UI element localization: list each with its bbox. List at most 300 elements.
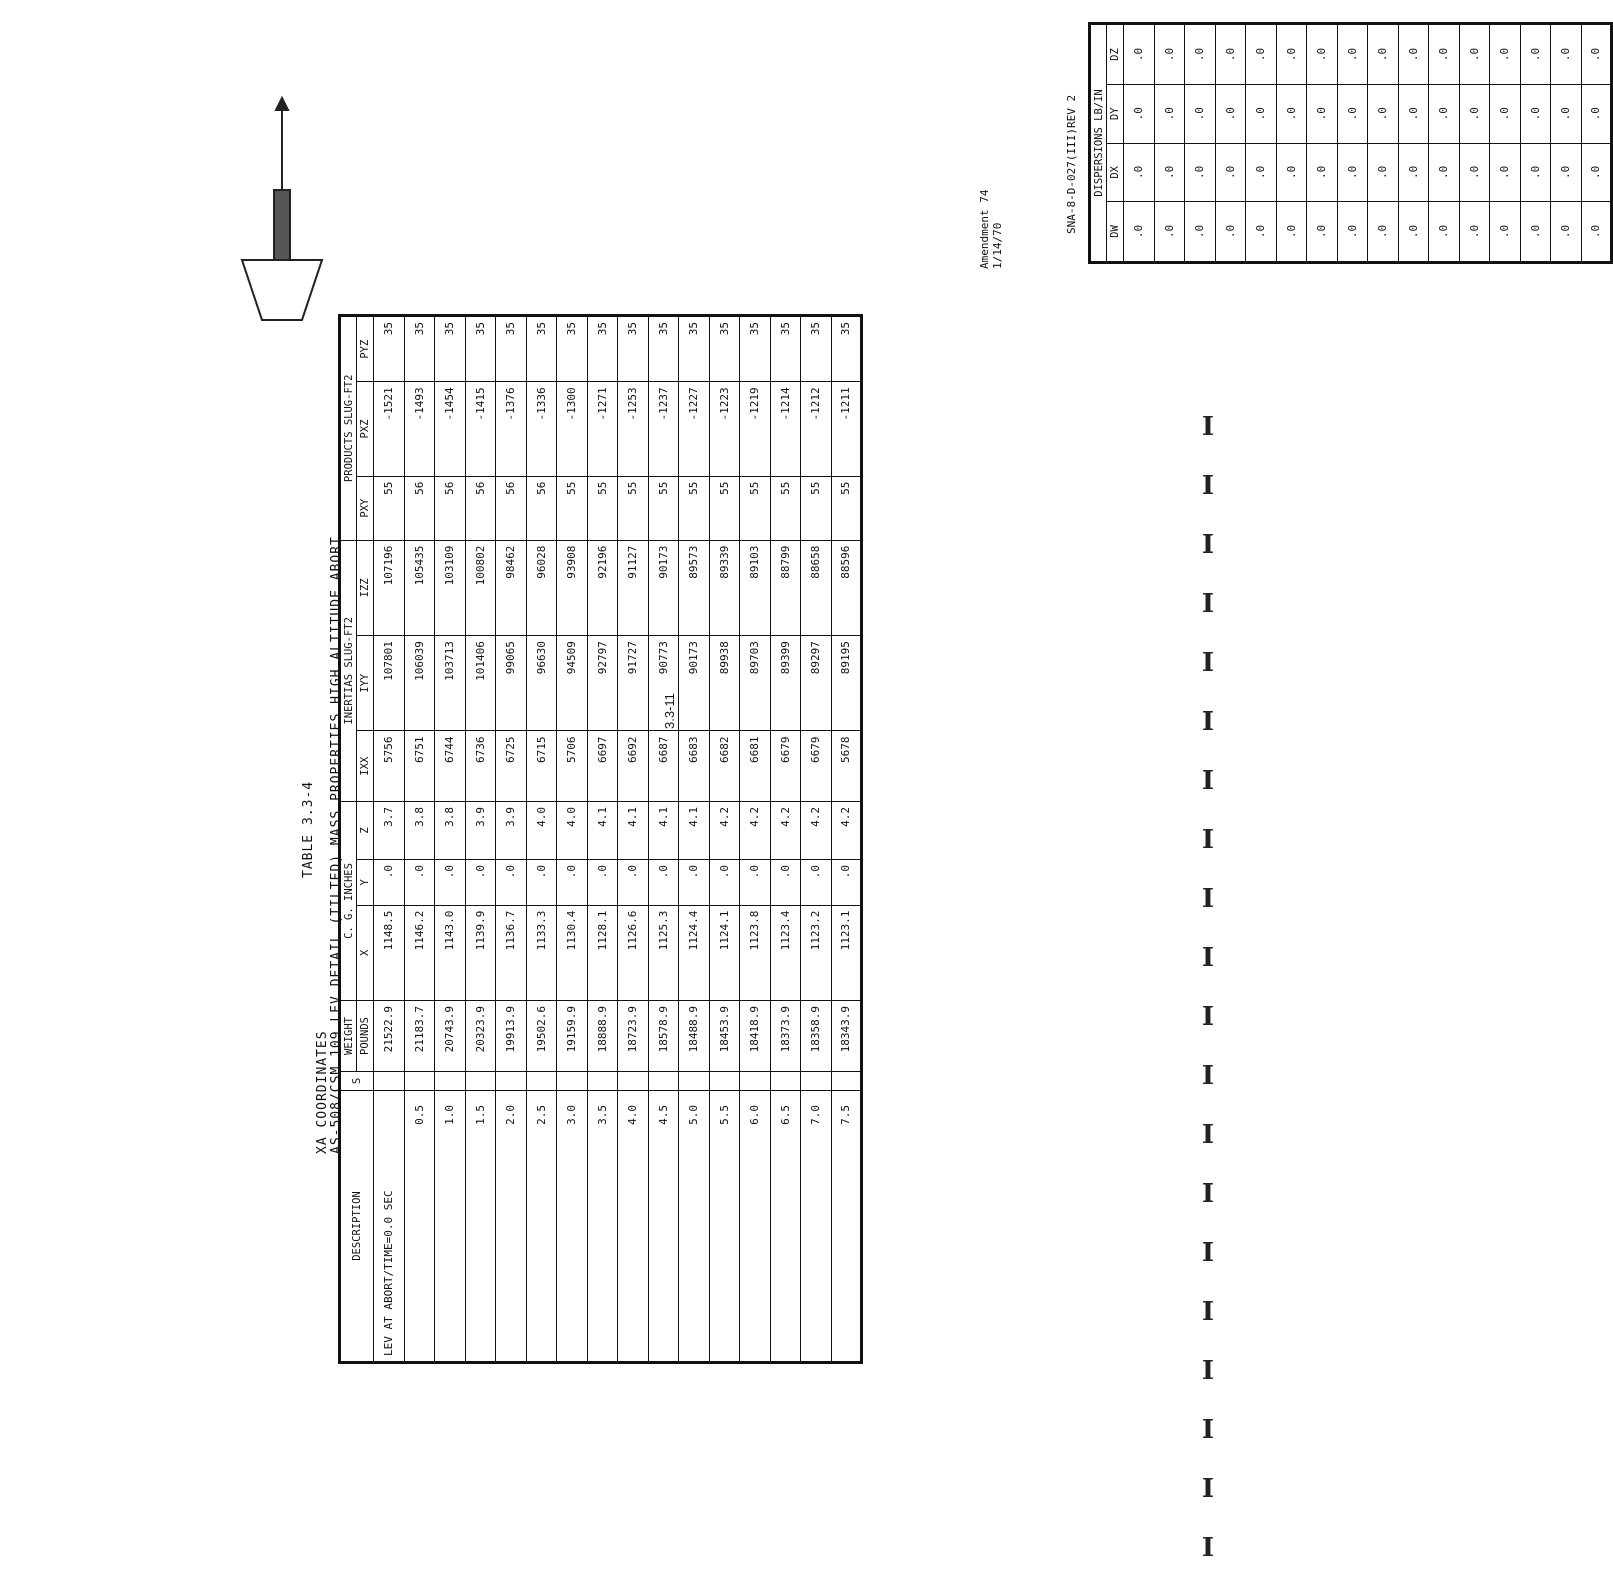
cell-y: .0 bbox=[557, 860, 588, 906]
cell-x: 1123.8 bbox=[740, 905, 771, 1000]
cell-izz: 88799 bbox=[770, 540, 801, 635]
row-description: 2.0 bbox=[496, 1091, 527, 1363]
mass-properties-table bbox=[338, 314, 863, 1364]
dispersion-cell: .0 bbox=[1581, 85, 1612, 144]
cell-y: .0 bbox=[740, 860, 771, 906]
dispersion-cell: .0 bbox=[1459, 85, 1490, 144]
row-s bbox=[679, 1072, 710, 1091]
cell-ixx: 6736 bbox=[465, 731, 496, 802]
table-row bbox=[1276, 24, 1307, 263]
col-x: X bbox=[357, 905, 374, 1000]
cell-izz: 103109 bbox=[435, 540, 466, 635]
dispersion-cell: .0 bbox=[1307, 24, 1338, 85]
cell-z: 4.0 bbox=[526, 801, 557, 859]
col-izz: IZZ bbox=[357, 540, 374, 635]
cell-iyy: 96630 bbox=[526, 636, 557, 731]
table-subtitle: AS-508/CSM 109 LEV DETAIL (TILTED) MASS PROPERTIES HIGH ALTITUDE ABORT bbox=[329, 536, 344, 1154]
cell-ixx: 5678 bbox=[831, 731, 862, 802]
cell-pxz: -1493 bbox=[404, 382, 435, 476]
cell-x: 1130.4 bbox=[557, 905, 588, 1000]
cell-w: 18488.9 bbox=[679, 1001, 710, 1072]
cell-pyz: 35 bbox=[526, 316, 557, 382]
table-row bbox=[1124, 24, 1155, 263]
cell-izz: 88596 bbox=[831, 540, 862, 635]
dispersion-cell: .0 bbox=[1398, 24, 1429, 85]
cell-w: 21183.7 bbox=[404, 1001, 435, 1072]
cell-pyz: 35 bbox=[587, 316, 618, 382]
dispersion-cell: .0 bbox=[1429, 143, 1460, 202]
dispersion-cell: .0 bbox=[1215, 85, 1246, 144]
row-s bbox=[496, 1072, 527, 1091]
cell-w: 19502.6 bbox=[526, 1001, 557, 1072]
cell-w: 18373.9 bbox=[770, 1001, 801, 1072]
cell-pyz: 35 bbox=[618, 316, 649, 382]
cell-ixx: 5756 bbox=[374, 731, 405, 802]
cell-pxy: 55 bbox=[801, 476, 832, 540]
document-id: SNA-8-D-027(III)REV 2 bbox=[1065, 94, 1078, 234]
cell-izz: 93908 bbox=[557, 540, 588, 635]
dispersion-cell: .0 bbox=[1581, 202, 1612, 263]
table-row bbox=[1215, 24, 1246, 263]
cell-z: 4.1 bbox=[587, 801, 618, 859]
table-row bbox=[679, 316, 710, 1363]
cell-izz: 105435 bbox=[404, 540, 435, 635]
table-row bbox=[648, 316, 679, 1363]
cell-w: 18888.9 bbox=[587, 1001, 618, 1072]
cell-iyy: 107801 bbox=[374, 636, 405, 731]
table-row bbox=[587, 316, 618, 1363]
cell-izz: 88658 bbox=[801, 540, 832, 635]
edge-mark: I bbox=[1201, 470, 1215, 501]
cell-y: .0 bbox=[831, 860, 862, 906]
dispersions-title: DISPERSIONS LB/IN bbox=[1090, 24, 1107, 263]
cell-pxz: -1454 bbox=[435, 382, 466, 476]
page-number: 3.3-11 bbox=[662, 693, 677, 729]
cell-pyz: 35 bbox=[770, 316, 801, 382]
col-dx: DX bbox=[1107, 143, 1124, 202]
cell-iyy: 94509 bbox=[557, 636, 588, 731]
edge-mark: I bbox=[1201, 647, 1215, 678]
cell-x: 1146.2 bbox=[404, 905, 435, 1000]
table-row bbox=[801, 316, 832, 1363]
cell-iyy: 89297 bbox=[801, 636, 832, 731]
cell-pyz: 35 bbox=[740, 316, 771, 382]
cell-y: .0 bbox=[618, 860, 649, 906]
cell-ixx: 5706 bbox=[557, 731, 588, 802]
dispersion-cell: .0 bbox=[1337, 143, 1368, 202]
dispersion-cell: .0 bbox=[1520, 85, 1551, 144]
cell-ixx: 6715 bbox=[526, 731, 557, 802]
table-number: TABLE 3.3-4 bbox=[301, 780, 316, 878]
dispersion-cell: .0 bbox=[1459, 202, 1490, 263]
col-dy: DY bbox=[1107, 85, 1124, 144]
cell-z: 4.0 bbox=[557, 801, 588, 859]
table-row bbox=[709, 316, 740, 1363]
edge-mark: I bbox=[1201, 1414, 1215, 1445]
table-row bbox=[1459, 24, 1490, 263]
cell-x: 1128.1 bbox=[587, 905, 618, 1000]
row-description: 6.5 bbox=[770, 1091, 801, 1363]
cell-pxz: -1376 bbox=[496, 382, 527, 476]
edge-mark: I bbox=[1201, 411, 1215, 442]
table-row bbox=[1154, 24, 1185, 263]
cell-pxy: 55 bbox=[557, 476, 588, 540]
row-description: 2.5 bbox=[526, 1091, 557, 1363]
cell-y: .0 bbox=[465, 860, 496, 906]
dispersion-cell: .0 bbox=[1246, 24, 1277, 85]
cell-pxy: 56 bbox=[496, 476, 527, 540]
row-s bbox=[374, 1072, 405, 1091]
cell-iyy: 89938 bbox=[709, 636, 740, 731]
table-row bbox=[1520, 24, 1551, 263]
dispersion-cell: .0 bbox=[1246, 85, 1277, 144]
cell-pyz: 35 bbox=[648, 316, 679, 382]
dispersion-cell: .0 bbox=[1429, 85, 1460, 144]
cell-pxy: 55 bbox=[740, 476, 771, 540]
cell-y: .0 bbox=[679, 860, 710, 906]
cell-x: 1124.4 bbox=[679, 905, 710, 1000]
cell-x: 1126.6 bbox=[618, 905, 649, 1000]
edge-mark: I bbox=[1201, 1178, 1215, 1209]
row-s bbox=[801, 1072, 832, 1091]
dispersion-cell: .0 bbox=[1490, 202, 1521, 263]
dispersion-cell: .0 bbox=[1429, 202, 1460, 263]
dispersion-cell: .0 bbox=[1368, 85, 1399, 144]
cell-pxz: -1219 bbox=[740, 382, 771, 476]
dispersion-cell: .0 bbox=[1490, 143, 1521, 202]
cell-izz: 89573 bbox=[679, 540, 710, 635]
dispersion-cell: .0 bbox=[1581, 24, 1612, 85]
col-pxz: PXZ bbox=[357, 382, 374, 476]
row-s bbox=[526, 1072, 557, 1091]
cell-pxy: 55 bbox=[709, 476, 740, 540]
cell-pxz: -1223 bbox=[709, 382, 740, 476]
cell-w: 18343.9 bbox=[831, 1001, 862, 1072]
cell-ixx: 6679 bbox=[801, 731, 832, 802]
row-description: 3.0 bbox=[557, 1091, 588, 1363]
cell-pxy: 55 bbox=[679, 476, 710, 540]
edge-mark: I bbox=[1201, 1473, 1215, 1504]
dispersion-cell: .0 bbox=[1307, 202, 1338, 263]
cell-ixx: 6681 bbox=[740, 731, 771, 802]
table-row bbox=[404, 316, 435, 1363]
edge-mark: I bbox=[1201, 1001, 1215, 1032]
dispersion-cell: .0 bbox=[1124, 143, 1155, 202]
cell-x: 1139.9 bbox=[465, 905, 496, 1000]
cell-x: 1123.1 bbox=[831, 905, 862, 1000]
cell-x: 1148.5 bbox=[374, 905, 405, 1000]
cell-y: .0 bbox=[404, 860, 435, 906]
dispersion-cell: .0 bbox=[1307, 143, 1338, 202]
col-z: Z bbox=[357, 801, 374, 859]
dispersion-cell: .0 bbox=[1185, 85, 1216, 144]
cell-w: 18578.9 bbox=[648, 1001, 679, 1072]
cell-pyz: 35 bbox=[465, 316, 496, 382]
col-pxy: PXY bbox=[357, 476, 374, 540]
col-pounds: POUNDS bbox=[357, 1001, 374, 1072]
cell-x: 1136.7 bbox=[496, 905, 527, 1000]
cell-iyy: 89703 bbox=[740, 636, 771, 731]
cell-iyy: 91727 bbox=[618, 636, 649, 731]
table-row bbox=[1551, 24, 1582, 263]
col-iyy: IYY bbox=[357, 636, 374, 731]
cell-z: 4.2 bbox=[740, 801, 771, 859]
cell-z: 3.8 bbox=[435, 801, 466, 859]
cell-w: 19159.9 bbox=[557, 1001, 588, 1072]
dispersion-cell: .0 bbox=[1246, 202, 1277, 263]
dispersion-cell: .0 bbox=[1490, 85, 1521, 144]
cell-z: 4.2 bbox=[770, 801, 801, 859]
dispersion-cell: .0 bbox=[1520, 143, 1551, 202]
cell-pyz: 35 bbox=[496, 316, 527, 382]
dispersion-cell: .0 bbox=[1551, 24, 1582, 85]
cell-z: 3.8 bbox=[404, 801, 435, 859]
dispersion-cell: .0 bbox=[1368, 143, 1399, 202]
row-description: 5.0 bbox=[679, 1091, 710, 1363]
dispersion-cell: .0 bbox=[1185, 143, 1216, 202]
dispersion-cell: .0 bbox=[1185, 202, 1216, 263]
cell-ixx: 6692 bbox=[618, 731, 649, 802]
table-row bbox=[374, 316, 405, 1363]
col-group-products: PRODUCTS SLUG-FT2 bbox=[340, 316, 357, 541]
cell-izz: 92196 bbox=[587, 540, 618, 635]
cell-pxy: 55 bbox=[618, 476, 649, 540]
edge-mark: I bbox=[1201, 1296, 1215, 1327]
edge-mark: I bbox=[1201, 1355, 1215, 1386]
cell-ixx: 6679 bbox=[770, 731, 801, 802]
dispersion-cell: .0 bbox=[1459, 143, 1490, 202]
table-row bbox=[1337, 24, 1368, 263]
row-s bbox=[831, 1072, 862, 1091]
dispersion-cell: .0 bbox=[1337, 24, 1368, 85]
cell-pxz: -1212 bbox=[801, 382, 832, 476]
dispersion-cell: .0 bbox=[1124, 24, 1155, 85]
row-s bbox=[557, 1072, 588, 1091]
col-group-cg: C. G. INCHES bbox=[340, 801, 357, 1000]
cell-ixx: 6751 bbox=[404, 731, 435, 802]
amendment-note bbox=[978, 190, 1004, 269]
dispersion-cell: .0 bbox=[1520, 24, 1551, 85]
row-s bbox=[587, 1072, 618, 1091]
cell-pxz: -1214 bbox=[770, 382, 801, 476]
cell-ixx: 6683 bbox=[679, 731, 710, 802]
row-s bbox=[770, 1072, 801, 1091]
cell-w: 20323.9 bbox=[465, 1001, 496, 1072]
table-row bbox=[740, 316, 771, 1363]
cell-pxy: 55 bbox=[770, 476, 801, 540]
cell-izz: 107196 bbox=[374, 540, 405, 635]
dispersion-cell: .0 bbox=[1398, 85, 1429, 144]
dispersion-cell: .0 bbox=[1429, 24, 1460, 85]
dispersion-cell: .0 bbox=[1337, 202, 1368, 263]
cell-pxz: -1253 bbox=[618, 382, 649, 476]
cell-pyz: 35 bbox=[374, 316, 405, 382]
cell-iyy: 101406 bbox=[465, 636, 496, 731]
dispersion-cell: .0 bbox=[1337, 85, 1368, 144]
row-s bbox=[465, 1072, 496, 1091]
dispersion-cell: .0 bbox=[1276, 202, 1307, 263]
dispersion-cell: .0 bbox=[1246, 143, 1277, 202]
dispersion-cell: .0 bbox=[1398, 202, 1429, 263]
cell-pyz: 35 bbox=[679, 316, 710, 382]
col-group-inertias: INERTIAS SLUG-FT2 bbox=[340, 540, 357, 801]
cell-w: 18453.9 bbox=[709, 1001, 740, 1072]
col-dz: DZ bbox=[1107, 24, 1124, 85]
cell-pyz: 35 bbox=[557, 316, 588, 382]
cell-w: 20743.9 bbox=[435, 1001, 466, 1072]
cell-pxy: 56 bbox=[526, 476, 557, 540]
cell-pxy: 55 bbox=[374, 476, 405, 540]
edge-mark: I bbox=[1201, 942, 1215, 973]
row-description: 7.0 bbox=[801, 1091, 832, 1363]
cell-izz: 91127 bbox=[618, 540, 649, 635]
row-description: 6.0 bbox=[740, 1091, 771, 1363]
row-description: 1.0 bbox=[435, 1091, 466, 1363]
row-description: 1.5 bbox=[465, 1091, 496, 1363]
cell-x: 1123.4 bbox=[770, 905, 801, 1000]
cell-pxz: -1300 bbox=[557, 382, 588, 476]
dispersion-cell: .0 bbox=[1490, 24, 1521, 85]
cell-z: 4.2 bbox=[831, 801, 862, 859]
cell-pxz: -1415 bbox=[465, 382, 496, 476]
cell-w: 18358.9 bbox=[801, 1001, 832, 1072]
table-row bbox=[770, 316, 801, 1363]
dispersion-cell: .0 bbox=[1154, 85, 1185, 144]
edge-mark: I bbox=[1201, 824, 1215, 855]
cell-izz: 89103 bbox=[740, 540, 771, 635]
cell-pxy: 56 bbox=[465, 476, 496, 540]
edge-mark: I bbox=[1201, 1532, 1215, 1563]
cell-iyy: 90173 bbox=[679, 636, 710, 731]
row-description: 4.5 bbox=[648, 1091, 679, 1363]
table-row bbox=[1581, 24, 1612, 263]
cell-z: 4.1 bbox=[618, 801, 649, 859]
cell-izz: 96028 bbox=[526, 540, 557, 635]
cell-pxz: -1336 bbox=[526, 382, 557, 476]
dispersion-cell: .0 bbox=[1581, 143, 1612, 202]
cell-iyy: 99065 bbox=[496, 636, 527, 731]
cell-iyy: 90773 bbox=[648, 636, 679, 731]
dispersion-cell: .0 bbox=[1398, 143, 1429, 202]
cell-pxy: 55 bbox=[587, 476, 618, 540]
dispersion-cell: .0 bbox=[1154, 202, 1185, 263]
edge-mark: I bbox=[1201, 1237, 1215, 1268]
mass-properties-rows bbox=[374, 316, 862, 1363]
cell-y: .0 bbox=[770, 860, 801, 906]
dispersion-cell: .0 bbox=[1551, 85, 1582, 144]
dispersion-cell: .0 bbox=[1276, 143, 1307, 202]
dispersion-cell: .0 bbox=[1154, 143, 1185, 202]
cell-pyz: 35 bbox=[801, 316, 832, 382]
cell-y: .0 bbox=[526, 860, 557, 906]
edge-mark: I bbox=[1201, 706, 1215, 737]
table-row bbox=[618, 316, 649, 1363]
cell-x: 1125.3 bbox=[648, 905, 679, 1000]
cell-iyy: 106039 bbox=[404, 636, 435, 731]
cell-y: .0 bbox=[801, 860, 832, 906]
dispersion-cell: .0 bbox=[1520, 202, 1551, 263]
cell-iyy: 92797 bbox=[587, 636, 618, 731]
edge-mark: I bbox=[1201, 765, 1215, 796]
edge-mark: I bbox=[1201, 529, 1215, 560]
table-row bbox=[1246, 24, 1277, 263]
cell-y: .0 bbox=[648, 860, 679, 906]
cell-ixx: 6682 bbox=[709, 731, 740, 802]
dispersion-cell: .0 bbox=[1276, 85, 1307, 144]
cell-ixx: 6725 bbox=[496, 731, 527, 802]
col-weight: WEIGHT bbox=[340, 1001, 357, 1072]
cell-ixx: 6744 bbox=[435, 731, 466, 802]
row-description: LEV AT ABORT/TIME=0.0 SEC bbox=[374, 1091, 405, 1363]
row-description: 3.5 bbox=[587, 1091, 618, 1363]
dispersions-table bbox=[1088, 22, 1613, 264]
cell-pxz: -1271 bbox=[587, 382, 618, 476]
table-row bbox=[557, 316, 588, 1363]
cell-w: 21522.9 bbox=[374, 1001, 405, 1072]
cell-z: 4.1 bbox=[679, 801, 710, 859]
row-description: 0.5 bbox=[404, 1091, 435, 1363]
cell-z: 3.7 bbox=[374, 801, 405, 859]
cell-ixx: 6687 bbox=[648, 731, 679, 802]
table-row bbox=[465, 316, 496, 1363]
row-s bbox=[709, 1072, 740, 1091]
edge-mark: I bbox=[1201, 1060, 1215, 1091]
col-description: DESCRIPTION bbox=[340, 1091, 374, 1363]
table-row bbox=[1368, 24, 1399, 263]
col-pyz: PYZ bbox=[357, 316, 374, 382]
amendment-number: Amendment 74 bbox=[978, 189, 991, 269]
table-row bbox=[1490, 24, 1521, 263]
row-s bbox=[648, 1072, 679, 1091]
cell-izz: 98462 bbox=[496, 540, 527, 635]
table-row bbox=[496, 316, 527, 1363]
dispersion-cell: .0 bbox=[1215, 24, 1246, 85]
dispersion-cell: .0 bbox=[1276, 24, 1307, 85]
row-s bbox=[740, 1072, 771, 1091]
cell-x: 1133.3 bbox=[526, 905, 557, 1000]
col-ixx: IXX bbox=[357, 731, 374, 802]
cell-pxz: -1521 bbox=[374, 382, 405, 476]
edge-mark: I bbox=[1201, 1119, 1215, 1150]
cell-pxz: -1211 bbox=[831, 382, 862, 476]
cell-x: 1124.1 bbox=[709, 905, 740, 1000]
edge-mark: I bbox=[1201, 883, 1215, 914]
cell-pyz: 35 bbox=[435, 316, 466, 382]
cell-y: .0 bbox=[709, 860, 740, 906]
cell-izz: 90173 bbox=[648, 540, 679, 635]
coordinate-system: XA COORDINATES bbox=[315, 1030, 330, 1154]
cell-y: .0 bbox=[496, 860, 527, 906]
row-description: 5.5 bbox=[709, 1091, 740, 1363]
row-s bbox=[435, 1072, 466, 1091]
cell-w: 19913.9 bbox=[496, 1001, 527, 1072]
table-row bbox=[526, 316, 557, 1363]
dispersion-cell: .0 bbox=[1368, 24, 1399, 85]
cell-pxy: 56 bbox=[435, 476, 466, 540]
cell-pxz: -1227 bbox=[679, 382, 710, 476]
cell-izz: 100802 bbox=[465, 540, 496, 635]
cell-z: 4.2 bbox=[709, 801, 740, 859]
cell-pxy: 55 bbox=[648, 476, 679, 540]
table-row bbox=[1429, 24, 1460, 263]
amendment-date: 1/14/70 bbox=[991, 222, 1004, 269]
cell-izz: 89339 bbox=[709, 540, 740, 635]
col-s: S bbox=[340, 1072, 374, 1091]
row-description: 7.5 bbox=[831, 1091, 862, 1363]
dispersion-cell: .0 bbox=[1459, 24, 1490, 85]
row-s bbox=[404, 1072, 435, 1091]
table-row bbox=[1398, 24, 1429, 263]
